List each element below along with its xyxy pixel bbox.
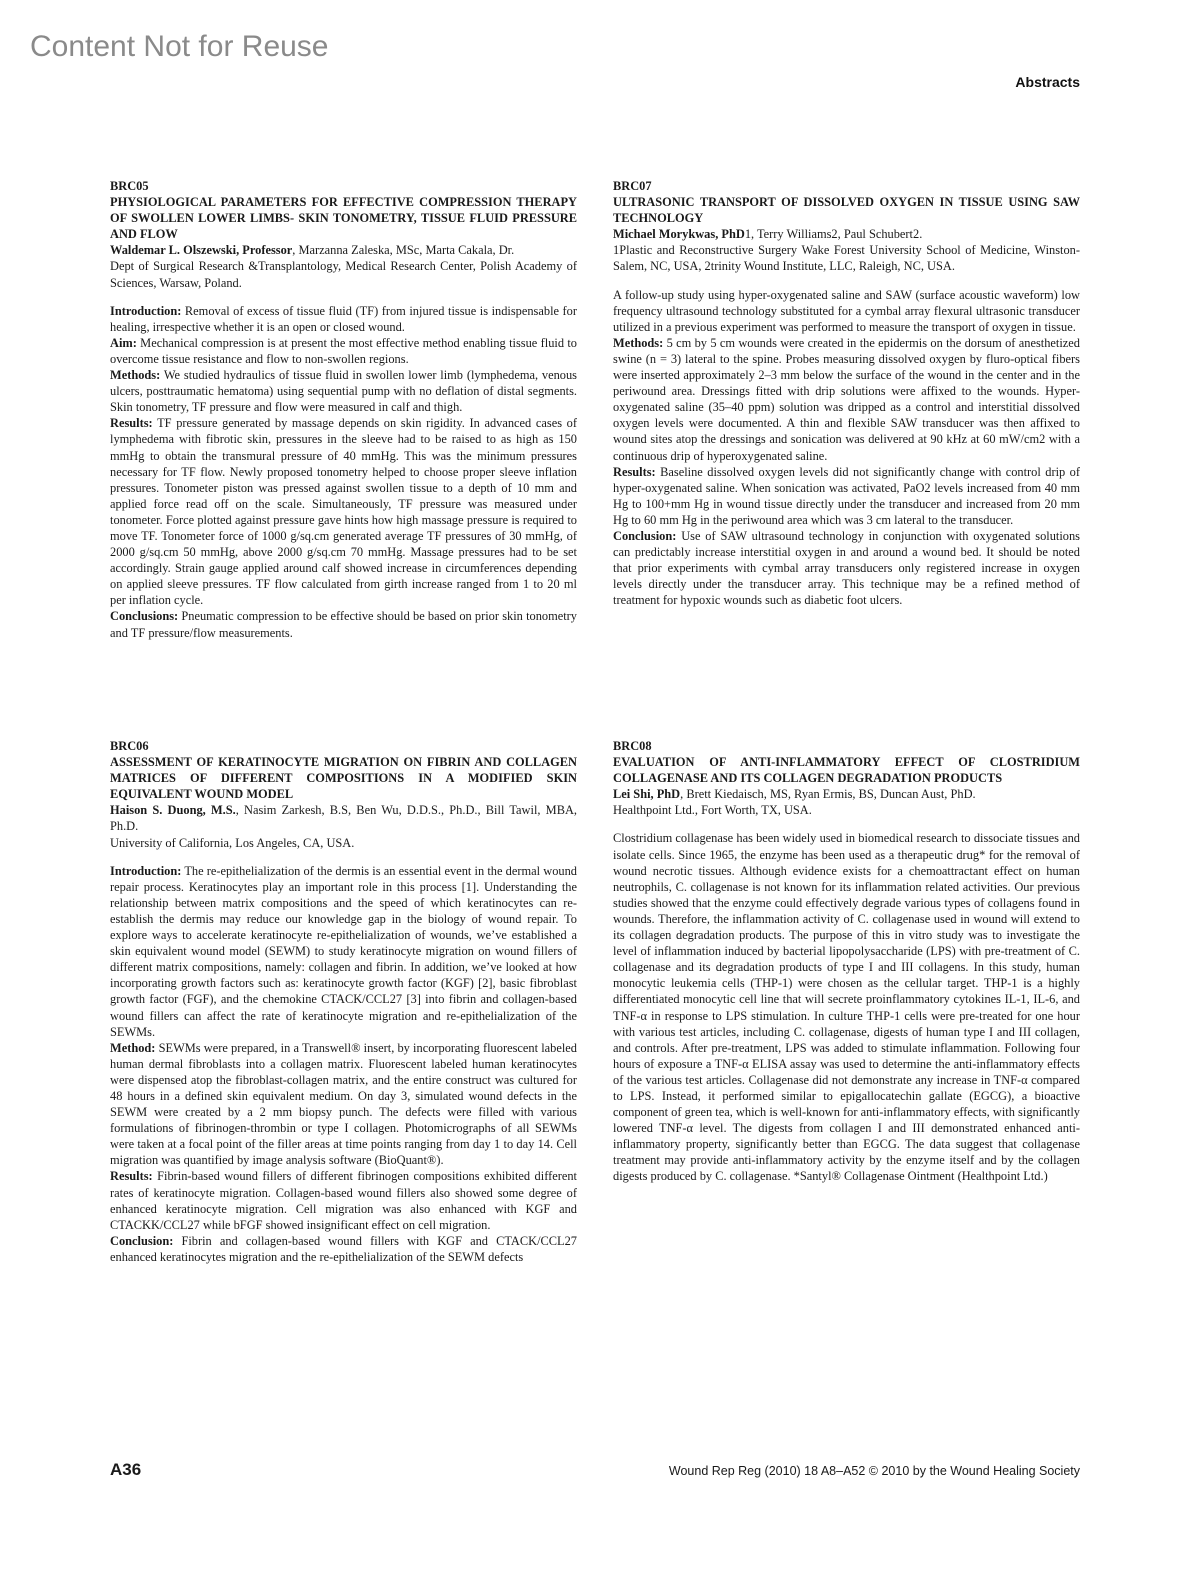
paragraph-text: Fibrin-based wound fillers of different fibrinogen compositions exhibited different rates of keratinocyte migration. Collagen-based wound fillers also showed some degree of enhanced keratinocyte migration. Cell migration was also enhanced with KGF and CTACKK/CCL27 while bFGF showed insignificant effect on cell migration. xyxy=(110,1169,577,1232)
other-authors: , Nasim Zarkesh, B.S, Ben Wu, D.D.S., Ph.D., Bill Tawil, MBA, Ph.D. xyxy=(110,803,578,834)
abstract-paragraph xyxy=(110,367,577,415)
other-authors: , Brett Kiedaisch, MS, Ryan Ermis, BS, Duncan Aust, PhD. xyxy=(680,787,976,802)
abstract-brc05 xyxy=(110,178,577,641)
paragraph-label: Results: xyxy=(613,464,656,479)
abstract-affiliation: 1Plastic and Reconstructive Surgery Wake Forest University School of Medicine, Winston-Salem, NC, USA, 2trinity Wound Institute, LLC, Raleigh, NC, USA. xyxy=(613,243,1080,274)
abstract-body xyxy=(613,830,1080,1184)
abstract-brc08 xyxy=(613,738,1080,1185)
paragraph-text: Pneumatic compression to be effective should be based on prior skin tonometry and TF pressure/flow measurements. xyxy=(110,609,577,640)
abstract-authors xyxy=(110,802,577,834)
paragraph-text: A follow-up study using hyper-oxygenated saline and SAW (surface acoustic waveform) low frequency ultrasound technology substituted for a cymbal array flexural ultrasonic transducer utilized in a previous experiment was performed to measure the transport of oxygen in tissue. xyxy=(613,287,1080,334)
abstract-paragraph xyxy=(110,1040,577,1169)
paragraph-label: Conclusion: xyxy=(110,1233,174,1248)
paragraph-text: Removal of excess of tissue fluid (TF) from injured tissue is indispensable for healing, irrespective whether it is an open or closed wound. xyxy=(110,303,577,334)
paragraph-label: Results: xyxy=(110,1169,153,1184)
abstract-paragraph xyxy=(613,528,1080,608)
paragraph-label: Methods: xyxy=(613,335,664,350)
paragraph-text: Fibrin and collagen-based wound fillers with KGF and CTACK/CCL27 enhanced keratinocytes migration and the re-epithelialization of the SEWM defects xyxy=(110,1233,577,1264)
abstract-body xyxy=(613,287,1080,609)
paragraph-text: Baseline dissolved oxygen levels did not significantly change with control drip of hyper-oxygenated saline. When sonication was activated, PaO2 levels increased from 40 mm Hg to 100+mm Hg in wound tissue directly under the transducer and increased from 20 mm Hg to 60 mm Hg in the periwound area which was 3 cm lateral to the transducer. xyxy=(613,464,1080,527)
paragraph-label: Methods: xyxy=(110,368,161,383)
paragraph-label: Results: xyxy=(110,416,153,431)
abstract-brc06 xyxy=(110,738,577,1265)
abstract-affiliation: Healthpoint Ltd., Fort Worth, TX, USA. xyxy=(613,803,812,818)
paragraph-label: Aim: xyxy=(110,335,137,350)
abstract-paragraph xyxy=(110,608,577,640)
abstract-authors xyxy=(613,786,1080,802)
other-authors: 1, Terry Williams2, Paul Schubert2. xyxy=(744,227,923,242)
lead-author: Lei Shi, PhD xyxy=(613,787,681,802)
lead-author: Michael Morykwas, PhD xyxy=(613,227,745,242)
abstract-paragraph xyxy=(110,863,577,1040)
paragraph-text: Mechanical compression is at present the most effective method enabling tissue fluid to overcome tissue resistance and flow to non-swollen regions. xyxy=(110,335,577,366)
journal-citation: Wound Rep Reg (2010) 18 A8–A52 © 2010 by the Wound Healing Society xyxy=(668,1464,1080,1478)
abstract-body xyxy=(110,303,577,641)
paragraph-text: 5 cm by 5 cm wounds were created in the epidermis on the dorsum of anesthetized swine (n = 3) lateral to the spine. Probes measuring dissolved oxygen by fluro-optical fibers were inserted approximately 2–3 mm below the surface of the wound in the center and in the periwound area. Dressings fitted with drip solutions were affixed to the wounds. Hyper-oxygenated saline (35–40 ppm) solution was dripped as a control and interstitial dissolved oxygen levels were documented. A thin and flexible SAW transducer was then affixed to wound sites atop the dressings and sonication was delivered at 90 kHz at 60 mW/cm2 with a continuous drip of hyperoxygenated saline. xyxy=(613,335,1080,463)
paragraph-text: Clostridium collagenase has been widely used in biomedical research to dissociate tissues and isolate cells. Since 1965, the enzyme has been used as a therapeutic drug* for the removal of wound necrotic tissues. Although evidence exists for a chemoattractant effect on human neutrophils, C. collagenase is not known for its inflammation related activities. Our previous studies showed that the enzyme could effectively degrade various types of collagens found in wounds. Therefore, the inflammation activity of C. collagenase used in wound will extend to its collagen degradation products. The purpose of this in vitro study was to investigate the level of inflammation induced by bacterial lipopolysaccharide (LPS) with pre-treatment of C. collagenase and its degradation products of type I and III collagens. In this study, human monocytic leukemia cells (THP-1) were chosen as the cellular target. THP-1 is a highly differentiated monocytic cell line that will secrete proinflammatory cytokines IL-1, IL-6, and TNF-α in response to LPS stimulation. In culture THP-1 cells were pre-treated for one hour with various test articles, including C. collagenase, digests of human type I and III collagen, and controls. After pre-treatment, LPS was added to stimulate inflammation. Following four hours of exposure a TNF-α ELISA assay was used to determine the anti-inflammatory effects of the various test articles. Collagenase did not demonstrate any increase in TNF-α compared to LPS. Instead, it performed similar to epigallocatechin gallate (EGCG), a bioactive component of green tea, which is well-known for anti-inflammatory effects, with significantly lowered TNF-α level. The digests from collagen I and III demonstrated enhanced anti-inflammatory property, significantly better than EGCG. The data suggest that collagenase treatment may provide anti-inflammatory activity by the enzyme itself and by the collagen digests produced by C. collagenase. *Santyl® Collagenase Ointment (Healthpoint Ltd.) xyxy=(613,831,1080,1184)
watermark: Content Not for Reuse xyxy=(30,30,329,63)
lead-author: Haison S. Duong, M.S. xyxy=(110,803,236,818)
paragraph-text: We studied hydraulics of tissue fluid in swollen lower limb (lymphedema, venous ulcers, posttraumatic hematoma) using sequential pump with no deflation of distal segments. Skin tonometry, TF pressure and flow were measured in calf and thigh. xyxy=(110,368,577,415)
lead-author: Waldemar L. Olszewski, Professor xyxy=(110,243,293,258)
abstract-paragraph xyxy=(613,287,1080,335)
abstract-authors xyxy=(613,226,1080,242)
paragraph-text: Use of SAW ultrasound technology in conjunction with oxygenated solutions can predictably increase interstitial oxygen in and around a wound bed. It should be noted that prior experiments with cymbal array transducers only registered increase in oxygen levels directly under the transducer array. This technique may be a refined method of treatment for hypoxic wounds such as diabetic foot ulcers. xyxy=(613,528,1080,608)
abstract-brc07 xyxy=(613,178,1080,608)
other-authors: , Marzanna Zaleska, MSc, Marta Cakala, Dr. xyxy=(292,243,515,258)
abstract-paragraph xyxy=(110,1233,577,1265)
abstract-paragraph xyxy=(110,415,577,608)
abstract-authors xyxy=(110,242,577,258)
page-number: A36 xyxy=(110,1460,142,1479)
paragraph-label: Introduction: xyxy=(110,863,182,878)
abstract-code: BRC08 xyxy=(613,739,652,753)
abstract-paragraph xyxy=(110,303,577,335)
abstract-code: BRC07 xyxy=(613,179,652,193)
abstract-paragraph xyxy=(110,335,577,367)
abstract-title: EVALUATION OF ANTI-INFLAMMATORY EFFECT OF CLOSTRIDIUM COLLAGENASE AND ITS COLLAGEN DEGRADATION PRODUCTS xyxy=(613,755,1080,786)
abstract-paragraph xyxy=(110,1168,577,1232)
paragraph-label: Conclusion: xyxy=(613,528,677,543)
paragraph-text: The re-epithelialization of the dermis is an essential event in the dermal wound repair process. Keratinocytes play an important role in this process [1]. Understanding the relationship between matrix compositions and the speed of which keratinocytes can re-establish the dermis may reduce our knowledge gap in the biology of wound repair. To explore ways to accelerate keratinocyte re-epithelialization of wounds, we’ve established a skin equivalent wound model (SEWM) to study keratinocyte migration on wound fillers of different matrix compositions, namely: collagen and fibrin. In addition, we’ve looked at how incorporating growth factors such as: keratinocyte growth factor (KGF) [2], basic fibroblast growth factor (FGF), and the chemokine CTACK/CCL27 [3] into fibrin and collagen-based wound fillers can affect the rate of keratinocyte migration and re-epithelialization of the SEWMs. xyxy=(110,863,577,1039)
paragraph-text: SEWMs were prepared, in a Transwell® insert, by incorporating fluorescent labeled human dermal fibroblasts into a collagen matrix. Fluorescent labeled human keratinocytes were dispensed atop the fibroblast-collagen matrix, and the entire construct was cultured for 48 hours in a defined skin equivalent medium. On day 3, simulated wound defects in the SEWM were created by a 2 mm biopsy punch. The defects were filled with various formulations of fibrinogen-thrombin or type I collagen. Photomicrographs of all SEWMs were taken at a focal point of the filler areas at time points ranging from day 1 to day 14. Cell migration was quantified by image analysis software (BioQuant®). xyxy=(110,1040,577,1168)
paragraph-label: Conclusions: xyxy=(110,609,179,624)
abstract-paragraph xyxy=(613,464,1080,528)
paragraph-label: Method: xyxy=(110,1040,156,1055)
abstract-paragraph xyxy=(613,830,1080,1184)
abstract-title: PHYSIOLOGICAL PARAMETERS FOR EFFECTIVE COMPRESSION THERAPY OF SWOLLEN LOWER LIMBS- SKIN TONOMETRY, TISSUE FLUID PRESSURE AND FLOW xyxy=(110,195,577,242)
abstract-title: ULTRASONIC TRANSPORT OF DISSOLVED OXYGEN IN TISSUE USING SAW TECHNOLOGY xyxy=(613,195,1080,226)
running-header: Abstracts xyxy=(1015,74,1080,90)
paragraph-text: TF pressure generated by massage depends on skin rigidity. In advanced cases of lymphedema with fibrotic skin, pressures in the sleeve had to be raised to as high as 150 mmHg to obtain the transmural pressure of 40 mmHg. This was the minimum pressures necessary for TF flow. Newly proposed tonometry helped to choose proper sleeve inflation pressures. Tonometer piston was pressed against swollen tissue to a depth of 10 mm and applied force read off on the scale. Simultaneously, TF pressure was measured under tonometer. Force plotted against pressure gave hints how high massage pressure is required to move TF. Tonometer force of 1000 g/sq.cm generated average TF pressures of 30 mmHg, of 2000 g/sq.cm 50 mmHg, above 2000 g/sq.cm 70 mmHg. Massage pressures had to be set accordingly. Strain gauge applied around calf showed increase in circumferences depending on applied sleeve pressures. TF flow calculated from girth increase ranged from 1 to 20 ml per inflation cycle. xyxy=(110,416,577,608)
abstract-affiliation: Dept of Surgical Research &Transplantology, Medical Research Center, Polish Academy of Sciences, Warsaw, Poland. xyxy=(110,259,577,290)
abstract-body xyxy=(110,863,577,1265)
abstract-affiliation: University of California, Los Angeles, CA, USA. xyxy=(110,835,355,850)
abstract-paragraph xyxy=(613,335,1080,464)
abstract-code: BRC06 xyxy=(110,739,149,753)
paragraph-label: Introduction: xyxy=(110,303,182,318)
abstract-title: ASSESSMENT OF KERATINOCYTE MIGRATION ON FIBRIN AND COLLAGEN MATRICES OF DIFFERENT COMPOSITIONS IN A MODIFIED SKIN EQUIVALENT WOUND MODEL xyxy=(110,755,577,802)
abstract-code: BRC05 xyxy=(110,179,149,193)
